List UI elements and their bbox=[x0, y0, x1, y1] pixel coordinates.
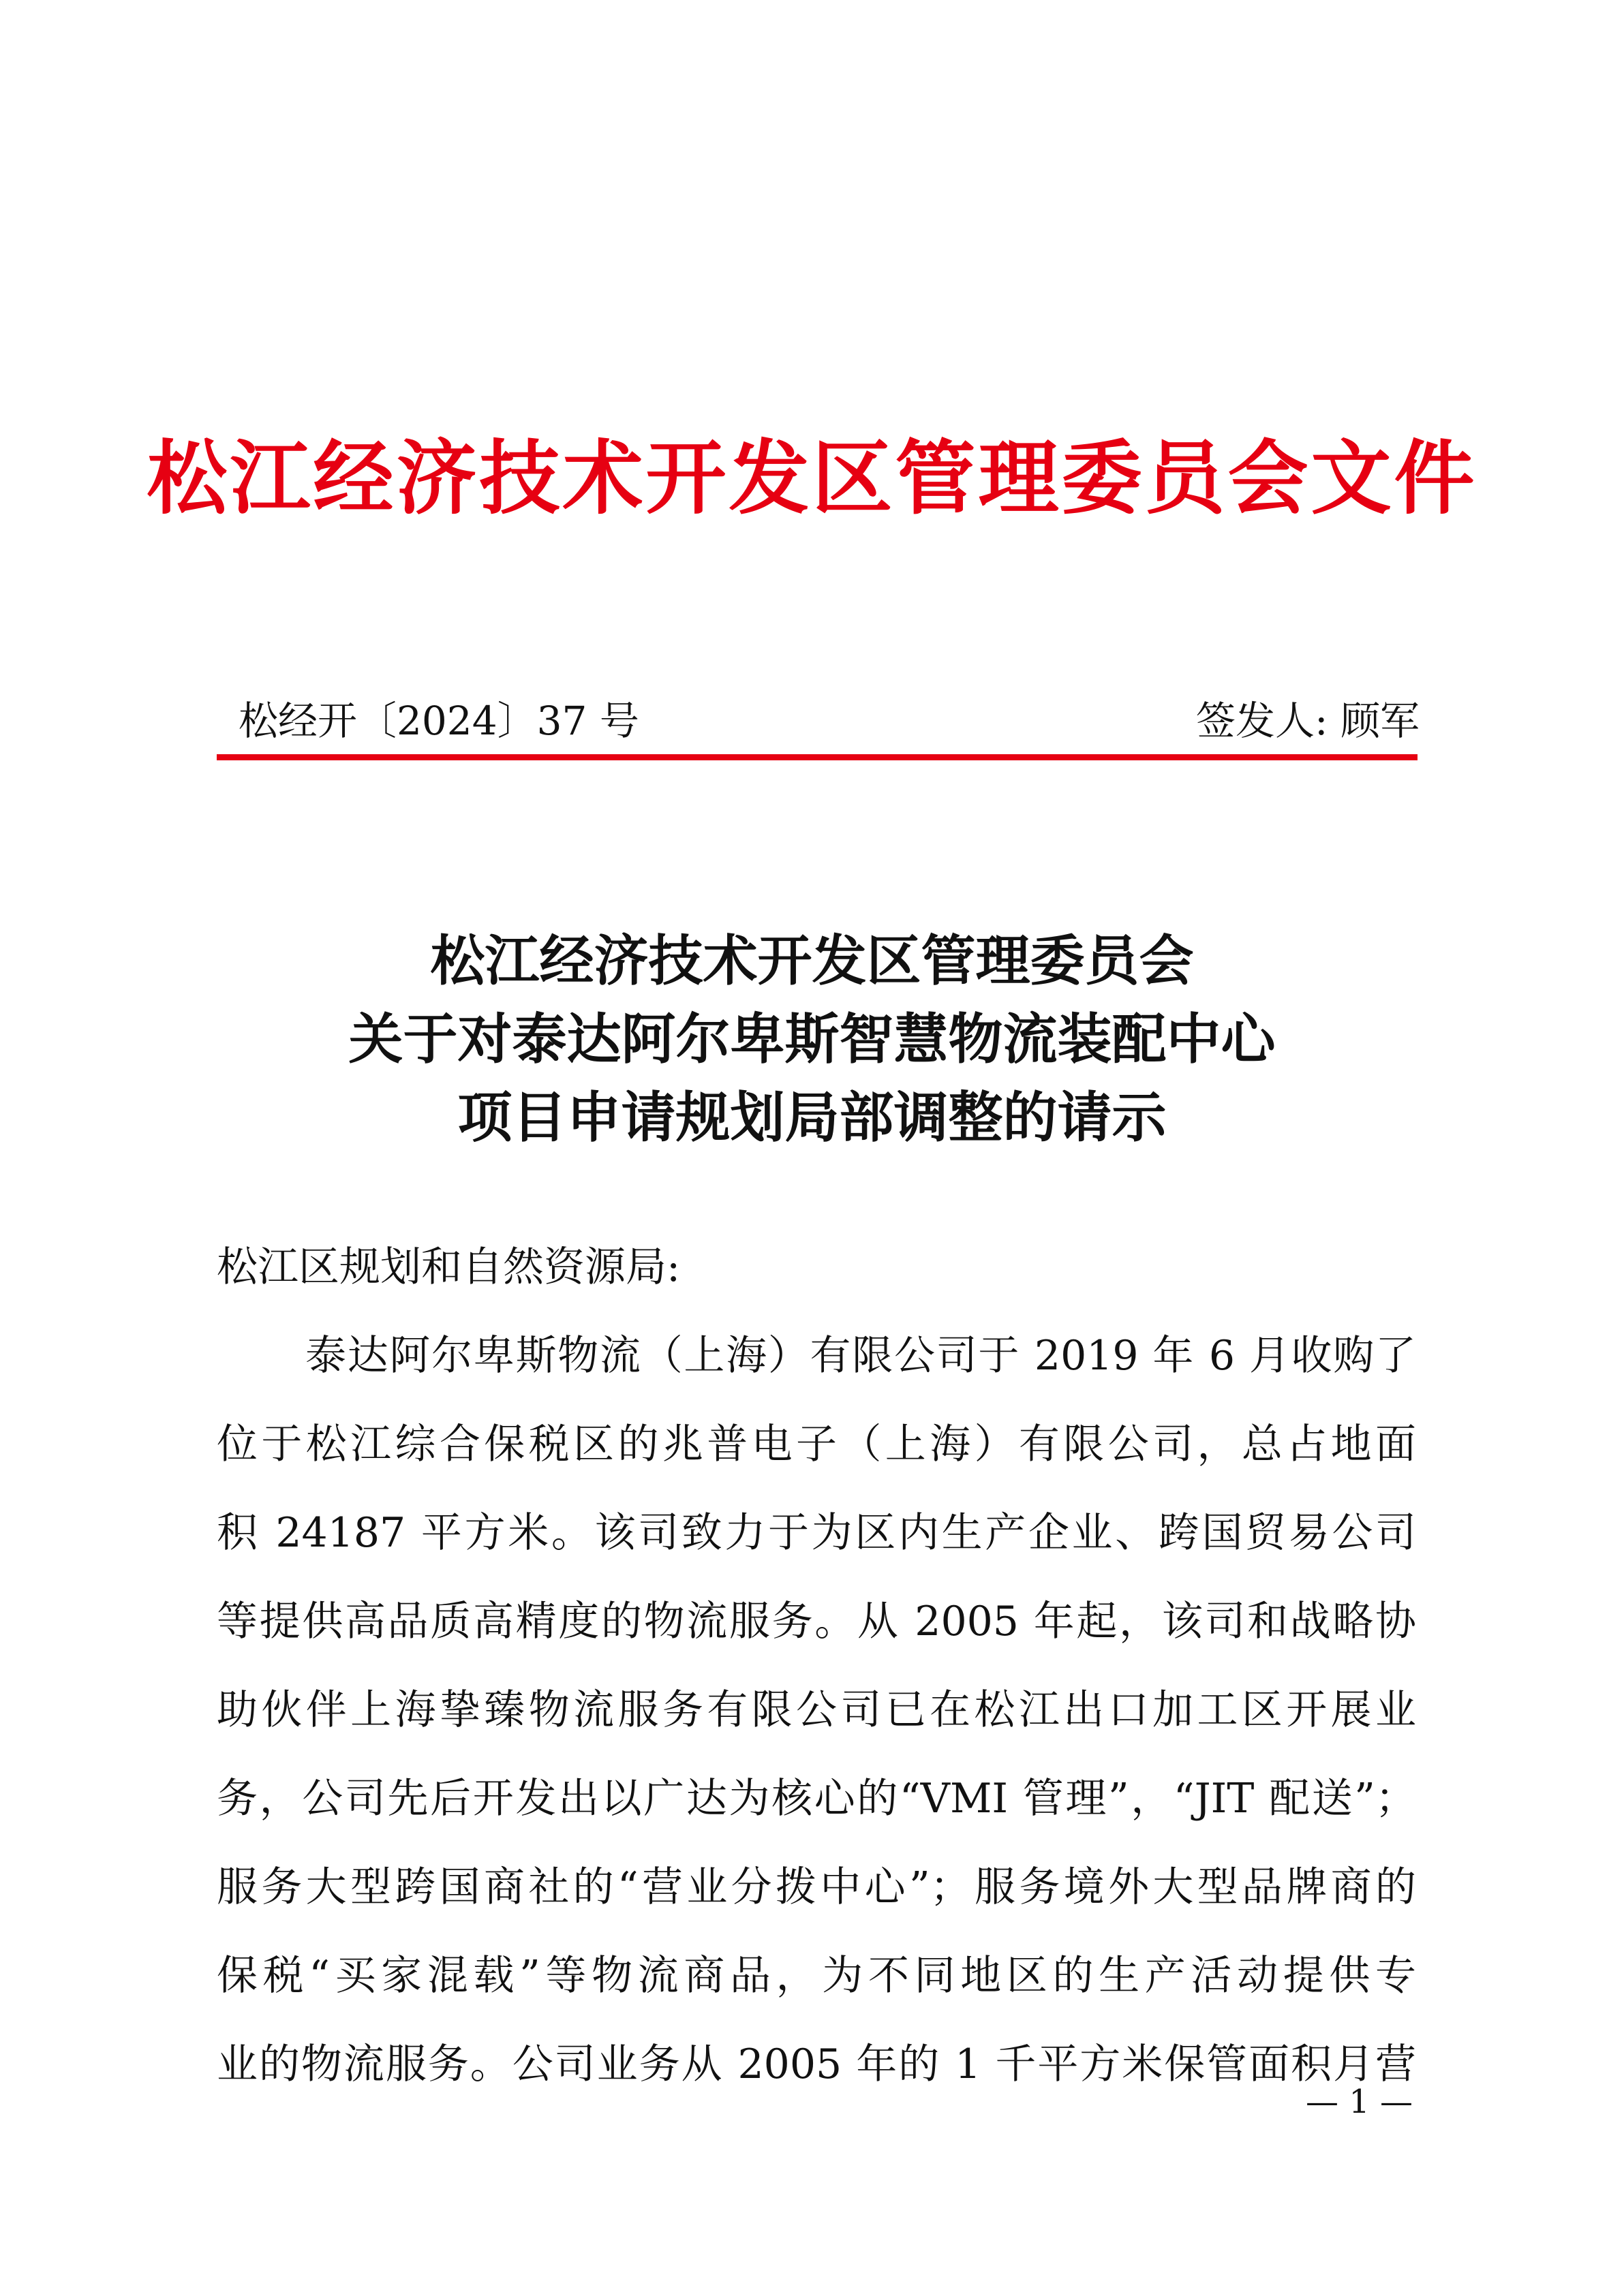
body-line: 等提供高品质高精度的物流服务。从 2005 年起，该司和战略协 bbox=[217, 1598, 1416, 1645]
page-number: — 1 — bbox=[1305, 2083, 1413, 2121]
body-line: 业的物流服务。公司业务从 2005 年的 1 千平方米保管面积月营 bbox=[217, 2041, 1416, 2088]
document-title-line-3: 项目申请规划局部调整的请示 bbox=[457, 1085, 1167, 1149]
body-line: 泰达阿尔卑斯物流（上海）有限公司于 2019 年 6 月收购了 bbox=[305, 1332, 1416, 1380]
document-title-line-1: 松江经济技术开发区管理委员会 bbox=[430, 929, 1194, 993]
signer: 签发人: 顾军 bbox=[1196, 698, 1420, 744]
body-line: 积 24187 平方米。该司致力于为区内生产企业、跨国贸易公司 bbox=[217, 1509, 1416, 1557]
red-divider-line bbox=[217, 754, 1418, 760]
document-title-line-2: 关于对泰达阿尔卑斯智慧物流装配中心 bbox=[348, 1007, 1276, 1071]
body-line: 务，公司先后开发出以广达为核心的“VMI 管理”，“JIT 配送”； bbox=[217, 1775, 1416, 1822]
body-line: 服务大型跨国商社的“营业分拨中心”；服务境外大型品牌商的 bbox=[217, 1863, 1416, 1911]
body-line: 保税“买家混载”等物流商品，为不同地区的生产活动提供专 bbox=[217, 1952, 1416, 2000]
body-line: 位于松江综合保税区的兆普电子（上海）有限公司，总占地面 bbox=[217, 1421, 1416, 1468]
red-header-title: 松江经济技术开发区管理委员会文件 bbox=[147, 431, 1477, 525]
addressee: 松江区规划和自然资源局: bbox=[217, 1243, 681, 1291]
body-line: 助伙伴上海挚臻物流服务有限公司已在松江出口加工区开展业 bbox=[217, 1686, 1416, 1734]
document-number: 松经开〔2024〕37 号 bbox=[239, 698, 639, 744]
